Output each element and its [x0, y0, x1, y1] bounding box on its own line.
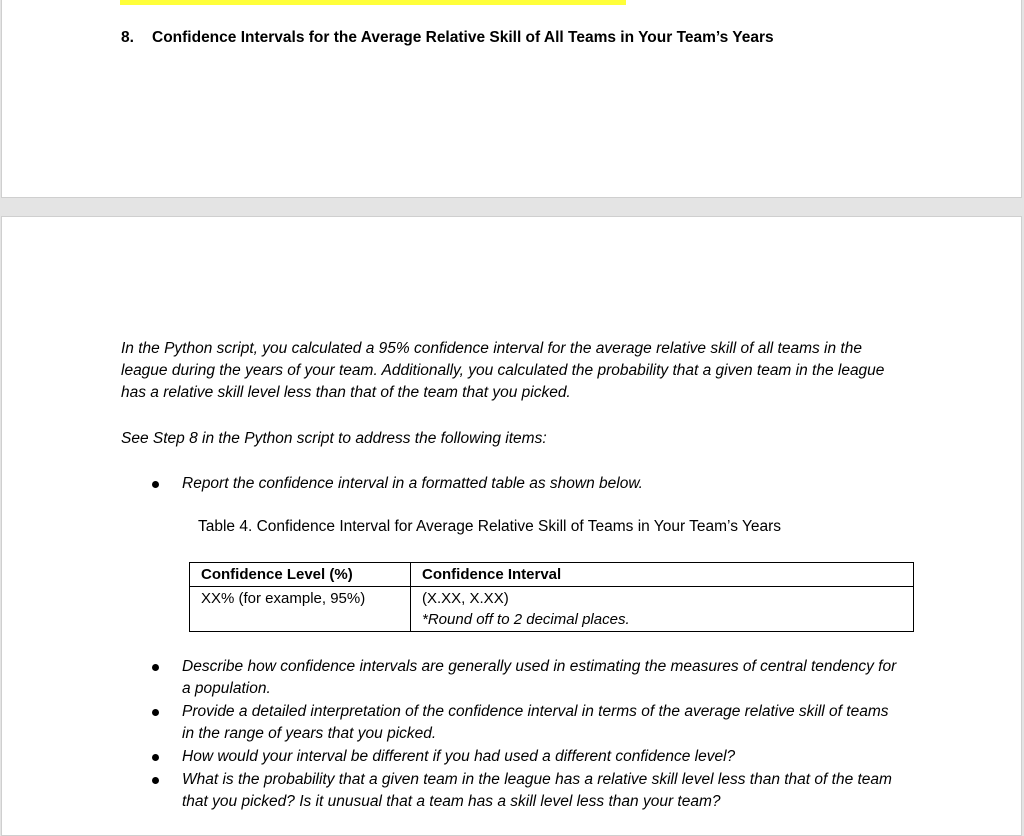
bullet-item [152, 769, 902, 813]
bullet-text: How would your interval be different if you had used a different confidence level? [182, 748, 736, 765]
bullet-icon [152, 481, 159, 488]
bullet-text: Describe how confidence intervals are generally used in estimating the measures of central tendency for a population. [182, 658, 897, 697]
bullet-text: What is the probability that a given team in the league has a relative skill level less than that of the team that you picked? Is it unusual that a team has a skill level less than your team? [182, 771, 892, 810]
bullet-icon [152, 777, 159, 784]
table-caption: Table 4. Confidence Interval for Average Relative Skill of Teams in Your Team’s Years [198, 518, 782, 535]
section-title: Confidence Intervals for the Average Relative Skill of All Teams in Your Team’s Years [152, 29, 774, 46]
confidence-level-cell: XX% (for example, 95%) [190, 587, 411, 632]
bullet-icon [152, 709, 159, 716]
table-header-row [190, 563, 914, 587]
interval-value: (X.XX, X.XX) [422, 590, 509, 607]
rounding-note: *Round off to 2 decimal places. [422, 611, 630, 628]
bullet-icon [152, 754, 159, 761]
bullet-icon [152, 664, 159, 671]
document-page-bottom [1, 216, 1022, 836]
bullet-item [152, 746, 902, 768]
document-page-top [1, 0, 1022, 198]
section-heading [121, 29, 774, 47]
bullet-text: Report the confidence interval in a formatted table as shown below. [182, 475, 643, 492]
bullet-item [152, 473, 902, 495]
table-header-cell: Confidence Level (%) [190, 563, 411, 587]
intro-paragraph: In the Python script, you calculated a 95% confidence interval for the average relative skill of all teams in the league during the years of your team. Additionally, you calculated the probability that a given team in the league has a relative skill level less than that of the team that you picked. [121, 340, 885, 401]
table-header-cell: Confidence Interval [411, 563, 914, 587]
section-number: 8. [121, 29, 134, 46]
bullet-item [152, 701, 902, 745]
confidence-interval-table [189, 562, 914, 632]
confidence-interval-cell [411, 587, 914, 632]
highlighted-text-fragment [120, 0, 626, 5]
bullet-item [152, 656, 902, 700]
table-row [190, 587, 914, 632]
instruction-paragraph: See Step 8 in the Python script to address the following items: [121, 430, 547, 447]
bullet-text: Provide a detailed interpretation of the confidence interval in terms of the average relative skill of teams in the range of years that you picked. [182, 703, 889, 742]
